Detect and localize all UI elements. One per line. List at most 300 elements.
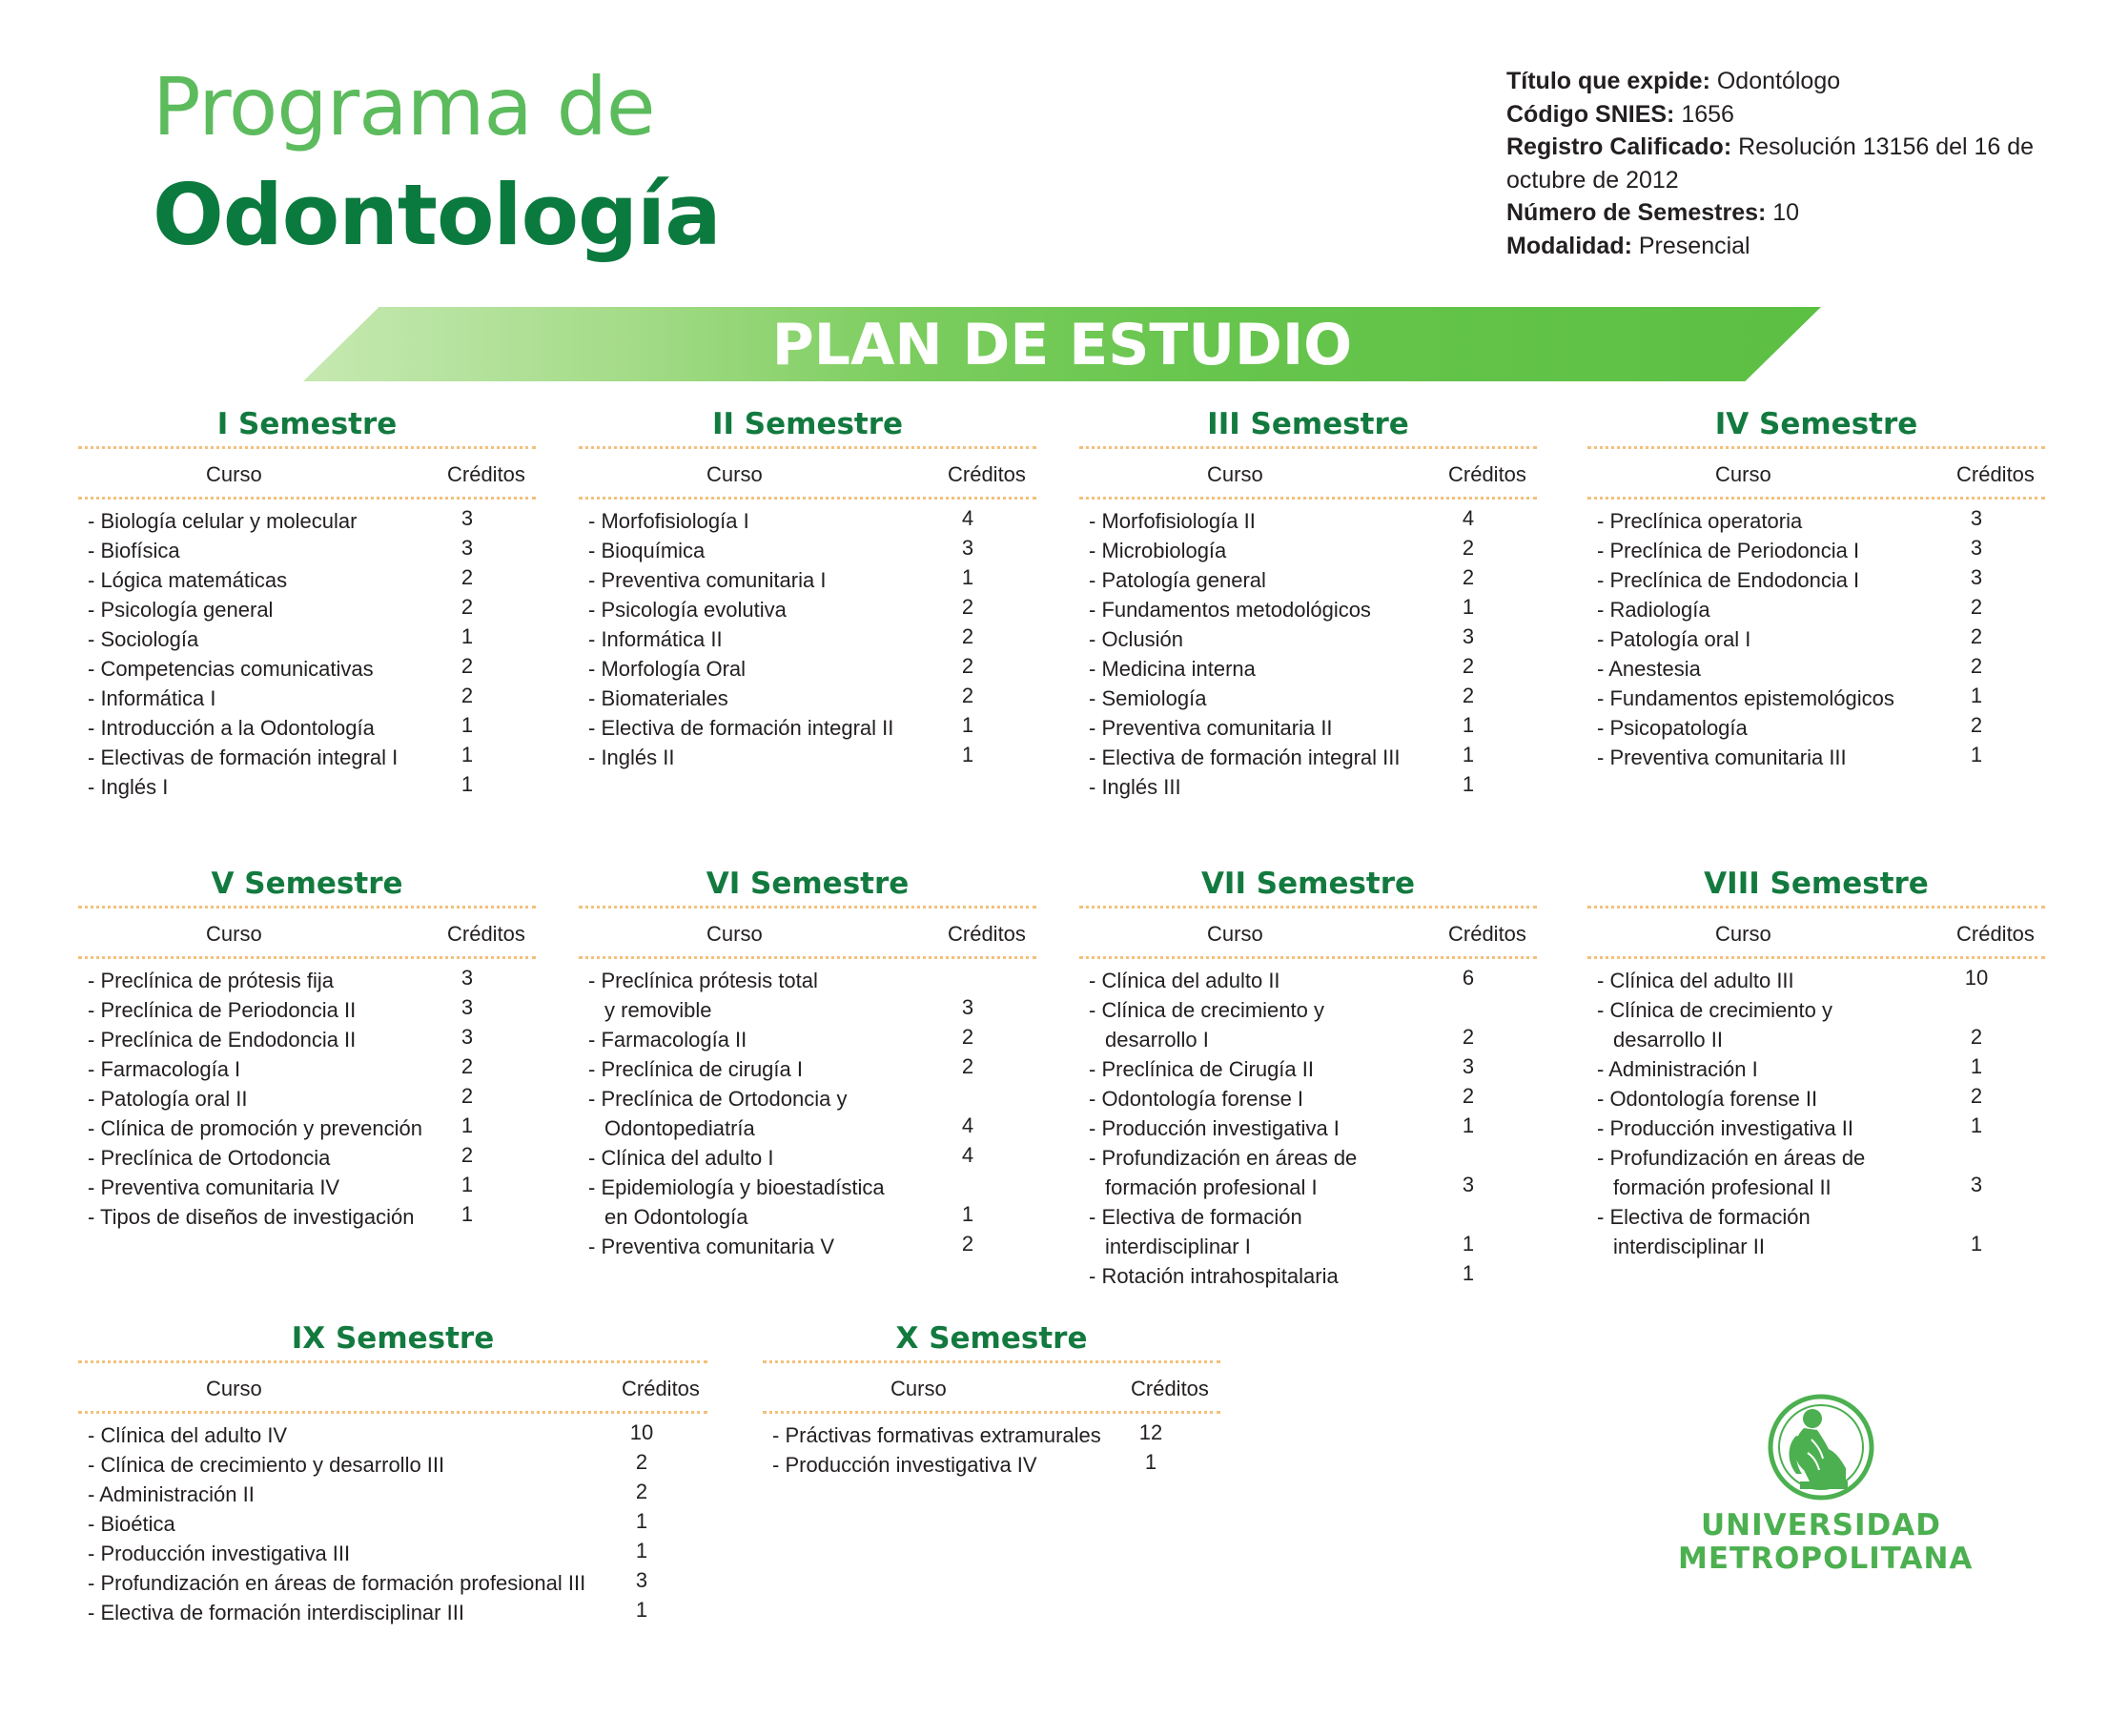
course-row: [579, 1054, 1036, 1084]
course-name: - Psicología general: [88, 598, 274, 622]
course-name: - Semiología: [1089, 686, 1207, 710]
semester-block: [78, 862, 536, 1232]
semester-title: IV Semestre: [1587, 402, 2045, 449]
course-credits: 1: [1462, 1113, 1475, 1137]
course-list: [78, 500, 536, 802]
course-name: - Competencias comunicativas: [88, 657, 374, 681]
course-credits: 3: [635, 1568, 648, 1592]
course-credits: 1: [1462, 1232, 1475, 1256]
course-credits: 3: [460, 506, 474, 530]
course-credits: 2: [460, 1084, 474, 1108]
course-row: [78, 1598, 707, 1627]
course-name: - Rotación intrahospitalaria: [1089, 1264, 1339, 1288]
course-row: [579, 654, 1036, 684]
course-name: - Bioquímica: [588, 539, 706, 562]
course-row: [1079, 966, 1537, 995]
course-name: - Profundización en áreas de: [1597, 1146, 1866, 1170]
course-name: - Profundización en áreas de: [1089, 1146, 1358, 1170]
semester-title: VII Semestre: [1079, 862, 1537, 909]
university-logo: [1678, 1382, 1974, 1583]
course-credits: 3: [460, 1025, 474, 1049]
info-snies-label: Código SNIES:: [1506, 100, 1675, 128]
course-row: [78, 1509, 707, 1539]
course-credits: 1: [635, 1539, 648, 1562]
course-credits: 3: [1462, 1054, 1475, 1078]
course-credits: 2: [961, 1232, 974, 1256]
course-name: - Práctivas formativas extramurales: [772, 1423, 1101, 1447]
semester-block: [78, 1317, 707, 1627]
course-row: [1079, 1084, 1537, 1113]
course-credits: 3: [1970, 565, 1983, 589]
course-name: - Electiva de formación interdisciplinar III: [88, 1601, 464, 1624]
course-row: [78, 1025, 536, 1054]
course-name: - Preventiva comunitaria II: [1089, 716, 1333, 740]
course-credits: 2: [460, 684, 474, 707]
credits-column-header: Créditos: [1131, 1377, 1209, 1400]
course-credits: 1: [460, 772, 474, 796]
course-name: - Bioética: [88, 1512, 175, 1536]
course-credits: 3: [1970, 506, 1983, 530]
course-credits: 1: [460, 1173, 474, 1196]
course-row: [1587, 506, 2045, 536]
course-row: [1587, 1084, 2045, 1113]
semester-title: II Semestre: [579, 402, 1036, 449]
course-name: - Preventiva comunitaria V: [588, 1235, 834, 1258]
semester-table-header: [78, 449, 536, 500]
course-name: - Inglés III: [1089, 775, 1181, 799]
course-credits: 4: [961, 1113, 974, 1137]
course-credits: 1: [1970, 684, 1983, 707]
course-credits: 1: [961, 565, 974, 589]
course-row: [78, 536, 536, 565]
course-credits: 1: [460, 1202, 474, 1226]
course-credits: 1: [1462, 1261, 1475, 1285]
course-name: - Clínica de crecimiento y desarrollo III: [88, 1453, 445, 1477]
course-row: [579, 1084, 1036, 1143]
course-row: [78, 1420, 707, 1450]
course-credits: 2: [1462, 1025, 1475, 1049]
course-row: [1587, 743, 2045, 772]
course-column-header: Curso: [706, 462, 763, 486]
course-row: [1079, 536, 1537, 565]
semester-block: [763, 1317, 1220, 1480]
semester-block: [1079, 862, 1537, 1291]
course-name: - Anestesia: [1597, 657, 1701, 681]
course-credits: 4: [961, 506, 974, 530]
course-credits: 2: [1970, 654, 1983, 678]
course-name-continued: formación profesional I: [1105, 1175, 1318, 1199]
course-row: [1587, 565, 2045, 595]
course-list: [1079, 500, 1537, 802]
course-row: [579, 1143, 1036, 1173]
university-name-line1: UNIVERSIDAD: [1700, 1508, 1941, 1542]
course-column-header: Curso: [1207, 922, 1263, 946]
course-credits: 2: [460, 595, 474, 619]
program-title-line2: Odontología: [153, 166, 721, 264]
course-credits: 1: [1970, 743, 1983, 766]
course-row: [78, 1568, 707, 1598]
course-row: [1587, 536, 2045, 565]
course-row: [78, 1054, 536, 1084]
course-row: [78, 1113, 536, 1143]
course-row: [579, 1173, 1036, 1232]
course-name: - Biomateriales: [588, 686, 728, 710]
course-credits: 2: [1462, 654, 1475, 678]
course-name: - Oclusión: [1089, 627, 1184, 651]
course-credits: 2: [961, 684, 974, 707]
course-row: [579, 595, 1036, 624]
course-credits: 1: [460, 713, 474, 737]
course-name: - Inglés I: [88, 775, 169, 799]
course-row: [1079, 1261, 1537, 1291]
credits-column-header: Créditos: [948, 462, 1026, 486]
course-credits: 1: [1144, 1450, 1157, 1474]
semester-table-header: [579, 909, 1036, 959]
course-credits: 2: [1462, 684, 1475, 707]
course-name-continued: en Odontología: [604, 1205, 748, 1229]
course-row: [1587, 595, 2045, 624]
course-list: [579, 500, 1036, 772]
course-row: [78, 966, 536, 995]
course-name: - Clínica de promoción y prevención: [88, 1116, 422, 1140]
semester-table-header: [1079, 449, 1537, 500]
course-row: [78, 1539, 707, 1568]
course-credits: 3: [1462, 1173, 1475, 1196]
course-credits: 12: [1138, 1420, 1163, 1444]
course-row: [78, 1480, 707, 1509]
course-row: [1587, 966, 2045, 995]
course-credits: 10: [629, 1420, 654, 1444]
course-credits: 1: [635, 1598, 648, 1622]
university-name-line2: METROPOLITANA: [1678, 1542, 1974, 1576]
course-name: - Farmacología I: [88, 1057, 241, 1081]
course-credits: 1: [961, 743, 974, 766]
course-name: - Biofísica: [88, 539, 180, 562]
course-row: [1587, 1143, 2045, 1202]
credits-column-header: Créditos: [447, 462, 525, 486]
course-name: - Preclínica de Periodoncia II: [88, 998, 357, 1022]
course-credits: 3: [460, 536, 474, 560]
course-credits: 2: [460, 1054, 474, 1078]
course-row: [1079, 595, 1537, 624]
credits-column-header: Créditos: [447, 922, 525, 946]
semester-table-header: [78, 909, 536, 959]
course-credits: 2: [460, 1143, 474, 1167]
semester-table-header: [1587, 909, 2045, 959]
credits-column-header: Créditos: [1956, 462, 2035, 486]
course-column-header: Curso: [706, 922, 763, 946]
info-modalidad: [1506, 230, 2040, 263]
course-list: [579, 959, 1036, 1261]
course-row: [1587, 654, 2045, 684]
course-column-header: Curso: [890, 1377, 947, 1400]
course-name: - Patología general: [1089, 568, 1266, 592]
course-row: [1587, 1113, 2045, 1143]
course-name: - Odontología forense II: [1597, 1087, 1818, 1111]
course-name: - Introducción a la Odontología: [88, 716, 375, 740]
course-name: - Electiva de formación integral III: [1089, 745, 1401, 769]
course-credits: 2: [635, 1450, 648, 1474]
credits-column-header: Créditos: [1448, 922, 1526, 946]
course-name: - Informática I: [88, 686, 216, 710]
course-name: - Producción investigativa IV: [772, 1453, 1037, 1477]
course-name: - Preclínica de Endodoncia II: [88, 1028, 357, 1052]
course-name: - Clínica de crecimiento y: [1597, 998, 1832, 1022]
course-list: [763, 1414, 1220, 1480]
course-row: [78, 1450, 707, 1480]
info-semestres: [1506, 196, 2040, 230]
info-title-label: Título que expide:: [1506, 68, 1710, 94]
course-credits: 1: [1970, 1232, 1983, 1256]
course-column-header: Curso: [206, 1377, 262, 1400]
course-row: [1587, 1202, 2045, 1261]
course-name: - Inglés II: [588, 745, 675, 769]
course-name: - Odontología forense I: [1089, 1087, 1304, 1111]
course-row: [1079, 743, 1537, 772]
course-credits: 3: [460, 995, 474, 1019]
course-list: [1079, 959, 1537, 1291]
course-credits: 1: [1462, 772, 1475, 796]
semester-block: [1079, 402, 1537, 802]
course-name: - Fundamentos epistemológicos: [1597, 686, 1894, 710]
credits-column-header: Créditos: [1956, 922, 2035, 946]
course-name: - Preclínica de Periodoncia I: [1597, 539, 1860, 562]
course-name: - Sociología: [88, 627, 199, 651]
course-name: - Medicina interna: [1089, 657, 1256, 681]
course-name: - Microbiología: [1089, 539, 1227, 562]
course-credits: 4: [961, 1143, 974, 1167]
course-credits: 2: [961, 1054, 974, 1078]
course-row: [78, 654, 536, 684]
course-credits: 2: [1462, 1084, 1475, 1108]
course-row: [1587, 624, 2045, 654]
semester-table-header: [78, 1363, 707, 1414]
course-credits: 2: [961, 595, 974, 619]
course-name: - Preclínica prótesis total: [588, 969, 818, 992]
course-credits: 1: [460, 624, 474, 648]
course-row: [1079, 713, 1537, 743]
course-name: - Producción investigativa II: [1597, 1116, 1854, 1140]
course-name: - Biología celular y molecular: [88, 509, 358, 533]
course-credits: 4: [1462, 506, 1475, 530]
course-row: [763, 1450, 1220, 1480]
semester-title: VI Semestre: [579, 862, 1036, 909]
course-name: - Farmacología II: [588, 1028, 747, 1052]
course-name: - Psicología evolutiva: [588, 598, 787, 622]
course-row: [1079, 624, 1537, 654]
course-name-continued: interdisciplinar II: [1613, 1235, 1765, 1258]
course-row: [579, 565, 1036, 595]
course-name: - Administración I: [1597, 1057, 1758, 1081]
course-credits: 1: [1970, 1054, 1983, 1078]
course-row: [78, 506, 536, 536]
course-row: [1079, 1202, 1537, 1261]
course-row: [579, 536, 1036, 565]
semester-block: [579, 862, 1036, 1261]
semester-title: IX Semestre: [78, 1317, 707, 1363]
course-credits: 2: [1970, 624, 1983, 648]
course-credits: 2: [961, 1025, 974, 1049]
course-credits: 2: [635, 1480, 648, 1503]
course-credits: 2: [460, 565, 474, 589]
semester-title: I Semestre: [78, 402, 536, 449]
course-name: - Patología oral I: [1597, 627, 1751, 651]
course-credits: 6: [1462, 966, 1475, 990]
course-credits: 2: [961, 654, 974, 678]
course-name: - Clínica del adulto II: [1089, 969, 1280, 992]
course-credits: 3: [460, 966, 474, 990]
course-credits: 2: [1970, 595, 1983, 619]
course-column-header: Curso: [206, 462, 262, 486]
semester-title: V Semestre: [78, 862, 536, 909]
course-name: - Producción investigativa I: [1089, 1116, 1340, 1140]
semester-title: X Semestre: [763, 1317, 1220, 1363]
info-modalidad-value: Presencial: [1631, 232, 1750, 259]
course-row: [579, 624, 1036, 654]
course-row: [1079, 684, 1537, 713]
credits-column-header: Créditos: [622, 1377, 700, 1400]
course-name: - Tipos de diseños de investigación: [88, 1205, 415, 1229]
course-name-continued: interdisciplinar I: [1105, 1235, 1251, 1258]
course-name: - Clínica del adulto III: [1597, 969, 1794, 992]
course-name: - Fundamentos metodológicos: [1089, 598, 1371, 622]
credits-column-header: Créditos: [948, 922, 1026, 946]
course-list: [1587, 500, 2045, 772]
course-credits: 2: [1970, 1025, 1983, 1049]
course-credits: 1: [1462, 713, 1475, 737]
program-title-line1: Programa de: [153, 60, 655, 153]
course-name: - Profundización en áreas de formación profesional III: [88, 1571, 586, 1595]
course-name: - Psicopatología: [1597, 716, 1748, 740]
course-row: [78, 565, 536, 595]
course-name-continued: desarrollo II: [1613, 1028, 1723, 1052]
course-row: [78, 624, 536, 654]
course-name: - Preclínica de Ortodoncia: [88, 1146, 331, 1170]
course-name: - Morfofisiología I: [588, 509, 749, 533]
semester-table-header: [1079, 909, 1537, 959]
course-row: [1079, 1143, 1537, 1202]
semester-title: VIII Semestre: [1587, 862, 2045, 909]
info-snies: [1506, 98, 2040, 132]
course-row: [78, 1084, 536, 1113]
course-row: [78, 684, 536, 713]
course-credits: 1: [961, 713, 974, 737]
course-row: [1587, 713, 2045, 743]
course-row: [1079, 506, 1537, 536]
course-name: - Preventiva comunitaria III: [1597, 745, 1847, 769]
info-registro: [1506, 131, 2040, 196]
course-row: [78, 713, 536, 743]
course-credits: 2: [1462, 536, 1475, 560]
course-name: - Producción investigativa III: [88, 1542, 351, 1565]
course-row: [1587, 1054, 2045, 1084]
course-name: - Preclínica de Cirugía II: [1089, 1057, 1314, 1081]
course-row: [1079, 1054, 1537, 1084]
course-credits: 1: [1462, 595, 1475, 619]
course-column-header: Curso: [1715, 922, 1771, 946]
course-row: [1079, 1113, 1537, 1143]
course-name: - Electiva de formación: [1597, 1205, 1811, 1229]
course-row: [579, 1232, 1036, 1261]
course-name: - Lógica matemáticas: [88, 568, 288, 592]
course-row: [579, 684, 1036, 713]
course-credits: 3: [961, 536, 974, 560]
info-title-value: Odontólogo: [1709, 68, 1841, 94]
semester-block: [1587, 402, 2045, 772]
course-name: - Epidemiología y bioestadística: [588, 1175, 885, 1199]
course-credits: 1: [460, 743, 474, 766]
semester-table-header: [763, 1363, 1220, 1414]
course-credits: 1: [1462, 743, 1475, 766]
course-name-continued: formación profesional II: [1613, 1175, 1832, 1199]
course-list: [78, 1414, 707, 1627]
course-name: - Morfología Oral: [588, 657, 747, 681]
course-name-continued: desarrollo I: [1105, 1028, 1209, 1052]
course-row: [579, 1025, 1036, 1054]
course-row: [1587, 995, 2045, 1054]
course-name-continued: y removible: [604, 998, 712, 1022]
course-row: [78, 595, 536, 624]
course-credits: 10: [1964, 966, 1989, 990]
course-credits: 3: [1970, 1173, 1983, 1196]
semester-table-header: [579, 449, 1036, 500]
course-credits: 2: [961, 624, 974, 648]
course-row: [78, 1202, 536, 1232]
info-modalidad-label: Modalidad:: [1506, 232, 1632, 259]
course-name: - Preclínica de cirugía I: [588, 1057, 803, 1081]
course-name: - Administración II: [88, 1482, 255, 1506]
course-name: - Electivas de formación integral I: [88, 745, 399, 769]
course-name: - Clínica de crecimiento y: [1089, 998, 1324, 1022]
course-row: [78, 1143, 536, 1173]
info-semestres-label: Número de Semestres:: [1506, 199, 1767, 226]
course-credits: 1: [460, 1113, 474, 1137]
course-name: - Radiología: [1597, 598, 1710, 622]
course-name: - Preventiva comunitaria IV: [88, 1175, 340, 1199]
course-name: - Electiva de formación: [1089, 1205, 1302, 1229]
course-list: [78, 959, 536, 1232]
course-list: [1587, 959, 2045, 1261]
course-column-header: Curso: [1207, 462, 1263, 486]
course-credits: 3: [961, 995, 974, 1019]
course-row: [579, 966, 1036, 1025]
course-name: - Morfofisiología II: [1089, 509, 1256, 533]
course-name: - Clínica del adulto I: [588, 1146, 774, 1170]
info-registro-value: Resolución 13156 del 16 de octubre de 2012: [1506, 133, 2035, 194]
course-name: - Clínica del adulto IV: [88, 1423, 288, 1447]
course-credits: 2: [1970, 713, 1983, 737]
course-row: [1079, 772, 1537, 802]
info-snies-value: 1656: [1674, 100, 1734, 128]
thinker-statue-emblem-icon: [1678, 1382, 1964, 1511]
credits-column-header: Créditos: [1448, 462, 1526, 486]
course-row: [78, 995, 536, 1025]
course-name: - Preclínica de prótesis fija: [88, 969, 334, 992]
course-row: [579, 506, 1036, 536]
course-name: - Preventiva comunitaria I: [588, 568, 827, 592]
info-title: [1506, 65, 2040, 98]
semester-title: III Semestre: [1079, 402, 1537, 449]
course-credits: 3: [1970, 536, 1983, 560]
course-credits: 1: [961, 1202, 974, 1226]
course-name-continued: Odontopediatría: [604, 1116, 755, 1140]
semester-block: [579, 402, 1036, 772]
course-row: [78, 743, 536, 772]
course-credits: 3: [1462, 624, 1475, 648]
plan-title: PLAN DE ESTUDIO: [771, 312, 1353, 378]
course-credits: 2: [1462, 565, 1475, 589]
course-row: [78, 1173, 536, 1202]
